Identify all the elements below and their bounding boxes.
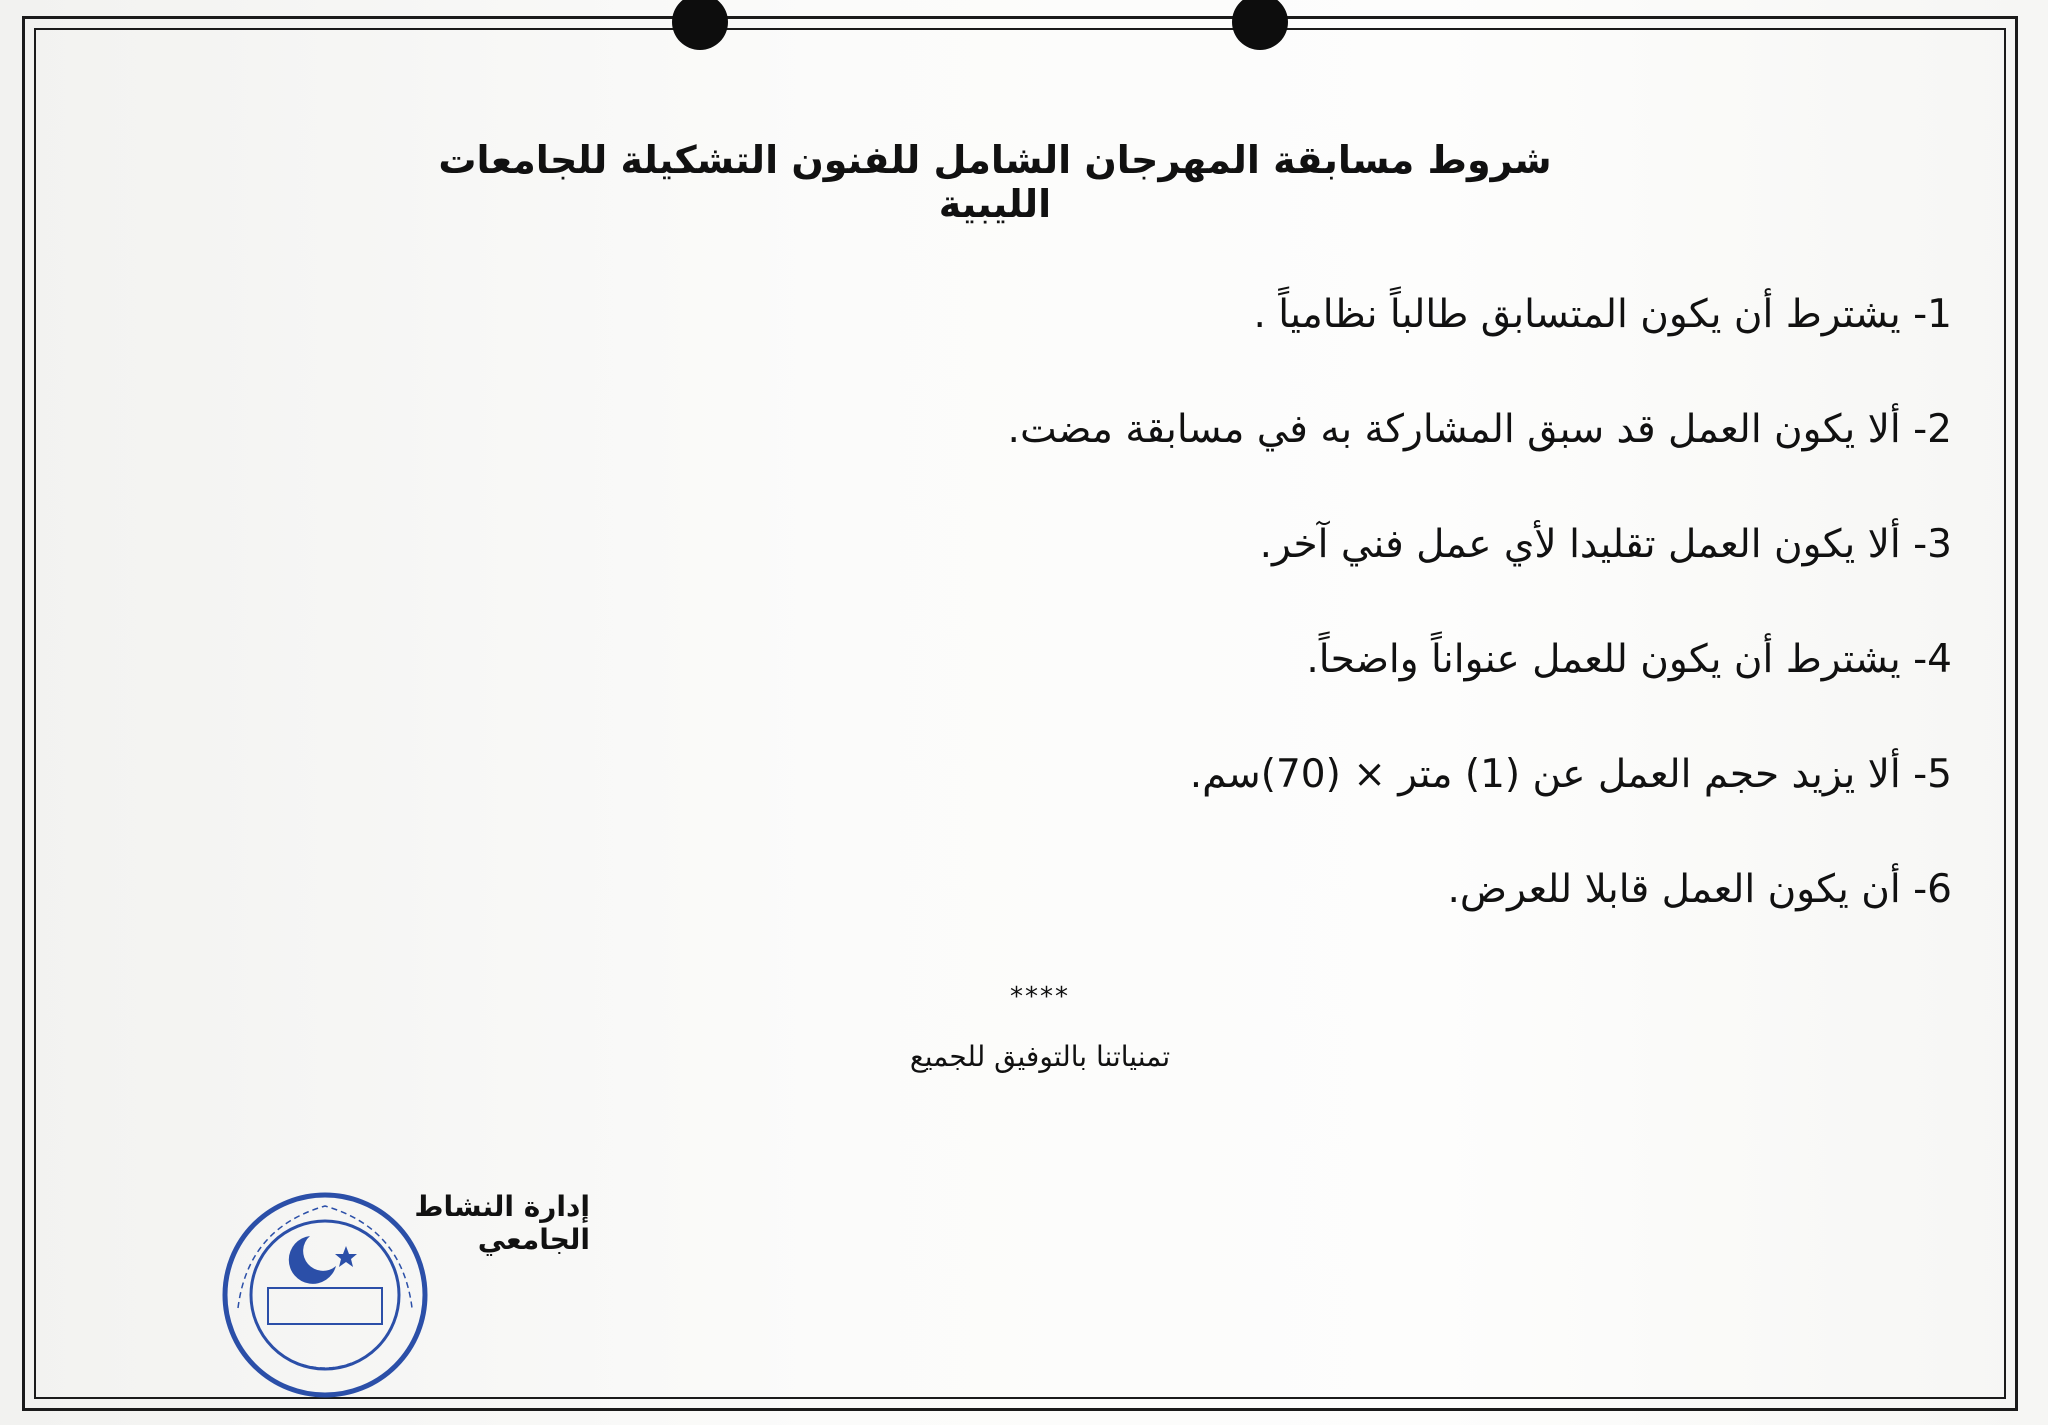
document-title: شروط مسابقة المهرجان الشامل للفنون التشكيلة للجامعات الليبية	[438, 138, 1552, 226]
rule-item: 3- ألا يكون العمل تقليدا لأي عمل فني آخر.	[1259, 522, 1952, 567]
rule-item: 5- ألا يزيد حجم العمل عن (1) متر × (70)سم.	[1189, 752, 1952, 797]
rules-list	[752, 290, 1952, 980]
rule-item: 2- ألا يكون العمل قد سبق المشاركة به في مسابقة مضت.	[1007, 407, 1952, 452]
rule-item: 1- يشترط أن يكون المتسابق طالباً نظامياً .	[1253, 292, 1952, 337]
separator-stars: ****	[1010, 982, 1070, 1012]
crescent-icon	[289, 1236, 336, 1284]
rule-item: 4- يشترط أن يكون للعمل عنواناً واضحاً.	[1306, 637, 1952, 682]
rule-item: 6- أن يكون العمل قابلا للعرض.	[1447, 867, 1952, 912]
closing-text: تمنياتنا بالتوفيق للجميع	[909, 1040, 1171, 1073]
signature-label: إدارة النشاط الجامعي	[414, 1190, 590, 1256]
